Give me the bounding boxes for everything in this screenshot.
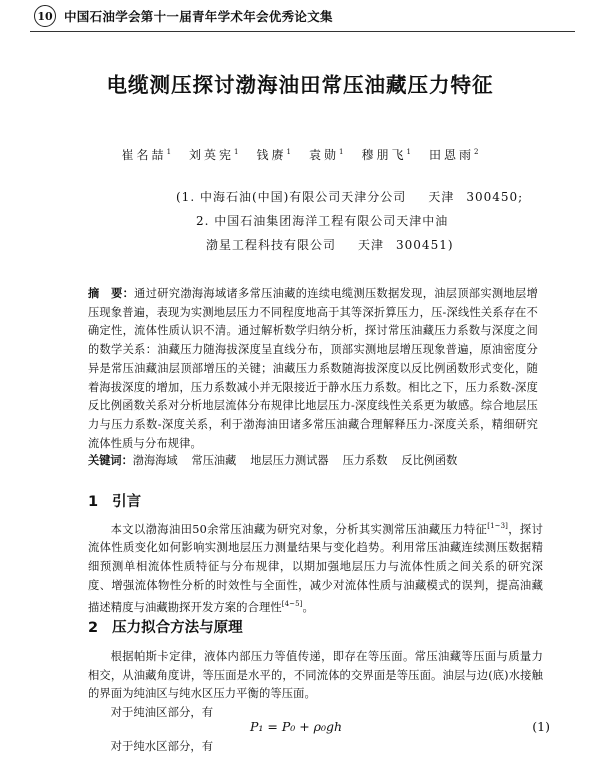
section-1-paragraph: 本文以渤海油田50余常压油藏为研究对象，分析其实测常压油藏压力特征[1~3]，探讨流体性质变化如何影响实测地层压力测量结果与变化趋势。利用常压油藏连续测压数据精细预测单相流体性质特征与分布规律，以期加强地层压力与流体性质之间关系的研究深度、增强流体物性分析的时效性与全面性，减少对流体性质与油藏模式的误判，提高油藏描述精度与油藏勘探开发方案的合理性[4~5]。 <box>88 522 543 614</box>
author: 田恩雨$^2$ <box>428 148 479 162</box>
equation-number: (1) <box>532 719 550 734</box>
section-2-heading: 2 压力拟合方法与原理 <box>88 620 243 636</box>
abstract-text: 通过研究渤海海域诸多常压油藏的连续电缆测压数据发现，油层顶部实测地层增压现象普遍，表现为实测地层压力不同程度地高于其等深折算压力，压-深线性关系存在不确定性，流体性质认识不清。通过解析数学归纳分析，探讨常压油藏压力系数与深度之间的数学关系：油藏压力随海拔深度呈直线分布，顶部实测地层增压现象普遍，原油密度分异是常压油藏油层顶部增压的关键；油藏压力系数随海拔深度以反比例函数形式变化，随着海拔深度的增加，压力系数减小并无限接近于静水压力系数。相比之下，压力系数-深度反比例函数关系对分析地层流体分布规律比地层压力-深度线性关系更为敏感。综合地层压力与压力系数-深度关系，利于渤海油田诸多常压油藏合理解释压力-深度关系，精细研究流体性质与分布规律。 <box>88 287 538 450</box>
citation: [4~5] <box>281 600 303 609</box>
page-number: 10 <box>34 5 56 27</box>
abstract <box>88 285 538 453</box>
water-zone-line: 对于纯水区部分，有 <box>110 740 214 753</box>
author: 袁勋$^1$ <box>309 148 344 162</box>
keywords-label: 关键词： <box>88 454 133 467</box>
keywords <box>88 452 548 468</box>
paper-title: 电缆测压探讨渤海油田常压油藏压力特征 <box>106 73 494 97</box>
journal-title: 中国石油学会第十一届青年学术年会优秀论文集 <box>64 9 333 24</box>
keyword: 渤海海域 <box>132 454 178 467</box>
affiliation-line-2: 2. 中国石油集团海洋工程有限公司天津中油 <box>196 214 449 228</box>
author-list <box>0 146 600 163</box>
affiliation-line-1: (1. 中海石油(中国)有限公司天津分公司 天津 300450; <box>176 190 524 204</box>
keyword: 反比例函数 <box>401 454 458 467</box>
author: 刘英宪$^1$ <box>189 148 239 162</box>
author: 钱赓$^1$ <box>256 148 291 162</box>
keyword: 压力系数 <box>342 454 388 467</box>
keyword: 地层压力测试器 <box>250 454 329 467</box>
abstract-label: 摘 要： <box>88 287 135 300</box>
running-header <box>34 3 574 29</box>
keyword: 常压油藏 <box>191 454 237 467</box>
author: 穆朋飞$^1$ <box>361 148 411 162</box>
author: 崔名喆$^1$ <box>121 148 172 162</box>
oil-zone-line: 对于纯油区部分，有 <box>110 706 214 719</box>
header-rule <box>30 31 575 32</box>
section-1-heading: 1 引言 <box>88 494 142 510</box>
section-2-paragraph: 根据帕斯卡定律，液体内部压力等值传递，即存在等压面。常压油藏等压面与质量力相交，从油藏角度讲，等压面是水平的，不同流体的交界面是等压面。油层与边(底)水接触的界面为纯油区与纯水区压力平衡的等压面。 <box>88 650 543 701</box>
affiliation-line-3: 渤星工程科技有限公司 天津 300451) <box>206 238 454 252</box>
citation: [1~3] <box>487 522 508 530</box>
equation-1: P₁ = P₀ + ρ₀gh (1) <box>250 719 550 734</box>
